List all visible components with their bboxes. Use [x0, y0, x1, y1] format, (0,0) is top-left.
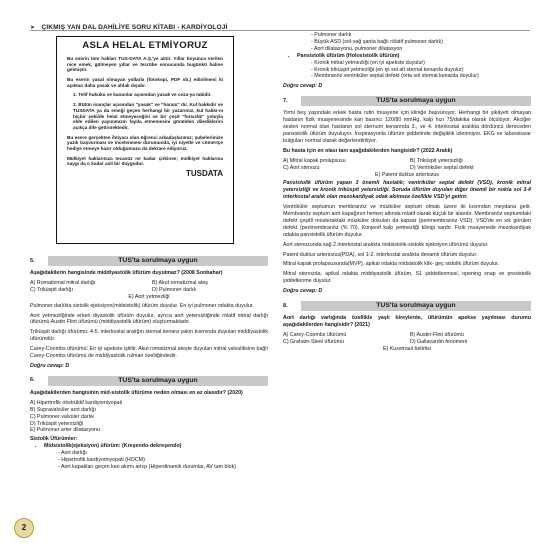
option-e[interactable]: E) Aort yetmezliği [128, 293, 170, 300]
option-e[interactable]: E) Pulmoner arter dilatasyonu [30, 427, 101, 434]
murmur-list [283, 53, 531, 81]
explanation: Pulmoner darlıkta sistolik ejeksiyon(midsistolik) üfürüm duyulur. En iyi pulmoner odakta duyulur. [30, 302, 254, 309]
option-d[interactable]: D) Ventriküler septal defekt [410, 164, 474, 171]
notice-paragraph: Bu eserin tüm hakları TUS-DATA A.Ş.'ye aittir. Yıllar boyunca verilen nice emek, gülmeyen yıllar ve tecrübe sonucunda bugünkü haline gelmiştir. [67, 55, 223, 73]
question-header [283, 301, 531, 311]
notice-paragraph: Bu esere gerçekten ihtiyacı olan öğrenci arkadaşlarımız; şubelerimize yazılı başvurması ve incelenmesi durumunda, iyi niyetle ve cömertçe hediye etmeye hazır olduğumuzu da dekrare ediyoruz. [67, 134, 223, 152]
option-c[interactable]: C) Pulmoner valvüler darlık [30, 413, 94, 420]
option-b[interactable]: B) Austin-Flint üfürümü [410, 331, 464, 338]
page-header [30, 16, 530, 31]
question-stem: Bu hasta için en olası tanı aşağıdakilerden hangisidir? (2022 Aralık) [283, 147, 453, 154]
list-item: - Membranöz ventriküler septal defekt (orta sol sternal kenarda duyulur) [311, 73, 531, 80]
page-number-badge: 2 [14, 518, 34, 538]
question-header [283, 96, 531, 106]
question-stem: Aşağıdakilerin hangisinde middiyastolik üfürüm duyulmaz? (2008 Sonbahar) [30, 270, 223, 276]
option-c[interactable]: C) Triküspit darlığı [30, 286, 73, 293]
left-column [30, 36, 268, 471]
answer-options [30, 280, 268, 301]
correct-answer: Doğru cevap: D [283, 288, 323, 295]
explanation: Mitral kapak prolapsusunda(MVP), apikal odakta midsistolik klik- geç sistolik üfürüm duyulur. [283, 261, 500, 268]
question-band: TUS'ta sorulmaya uygun [301, 96, 531, 106]
option-a[interactable]: A) Mitral kapak prolapsusu [283, 157, 346, 164]
option-c[interactable]: C) Graham-Steel üfürümü [283, 338, 344, 345]
notice-paragraph: Bu eserin yasal olmayan yollarla (fotokopi, PDF vb.) edinilmesi ki açıktan daha yasak ve ahlak dışıdır. [67, 77, 223, 88]
option-e[interactable]: E) Kussmaul belirtisi [383, 345, 431, 352]
notice-paragraph: Mülkiyet haklarınıza tecavüz ne kadar çirkinse; mülkiyet haklarına saygı da o kadar asil bir duygudur. [67, 155, 223, 167]
murmur-list [30, 443, 268, 471]
list-item: Midsistolik(ejeksiyon) üfürüm: (Kreşendo-dekreşendo) [44, 443, 182, 450]
option-d[interactable]: D) Pulmoner darlık [152, 286, 197, 293]
list-item: - Aort dilatasyonu, pulmoner dilatasyon [311, 46, 531, 53]
explanation: Aort stenozunda sağ 2.interkostal aralıkta midsistolik-sistolik ejeksiyon üfürümü duyulur. [283, 241, 489, 248]
question-number: 6. [30, 377, 35, 384]
question-band: TUS'ta sorulmaya uygun [48, 256, 268, 266]
brand-signature: TUSDATA [185, 169, 223, 179]
option-b[interactable]: B) Triküspit yetersizliği [410, 157, 463, 164]
answer-options [283, 158, 531, 179]
option-b[interactable]: B) Akut romatizmal ateş [152, 279, 208, 286]
list-item: - Kronik mitral yetmezliği (en iyi apekste duyulur) [311, 60, 531, 67]
list-item: - Hipertrofik kardiyomiyopati (HOCM) [58, 457, 268, 464]
explanation: Ventriküler septumun membranöz ve müsküler septum olmak üzere iki kısımdan meydana gelir. Membranöz septum aort kapağının hemen altında relatif olarak küçük bir alandır. Membranöz septumdaki defekt çeşitli müsteraktaki müsküler dokuları da kapsar (perimembranöz VSD). VSD'de en sık görülen defekt (perimembranöz (% 70). Konjenif kalp yetmezliği klinigi vardır. Fizik muayenede mezokardiyak odakta pansistolik üfürüm duyulur. [283, 204, 531, 238]
explanation: Pansistolik üfürüm yapan 3 önemli hastalık; ventriküler septal defekt (VSD), kronik mitral yetersizliği ve kronik triküspit yetersizliği. Soruda üfürüm duyulan diğer önemli bir nokta sol 3-4 interkostal aralık olan mezokardiyak odak akılmıza özellikle VSD'yi getirir. [283, 180, 531, 201]
list-item: - Pulmoner darlık [311, 32, 531, 39]
notice-paragraph: 1. Telif hukuku ve kanunlar açısından yasak ve ceza-ya tabidir. [73, 92, 212, 98]
header-title: ÇIKMIŞ YAN DAL DAHİLİYE SORU KİTABI - KARDİYOLOJİ [41, 24, 228, 31]
list-title: Sistolik Üfürümler: [30, 436, 78, 443]
question-number: 7. [283, 97, 288, 104]
question-number: 8. [283, 302, 288, 309]
option-d[interactable]: D) Triküspit yetersizliği [30, 420, 83, 427]
answer-options [283, 332, 531, 353]
explanation: Carey-Coombs üfürümü: En iyi apekste işitilir. Akut romatizmal ateşte duyulan mitral valvulitisine bağlı Carey-Coombs üfürümü de middiyastolik rulman özelliğindedir. [30, 346, 268, 360]
answer-options [30, 400, 268, 435]
question-stem: Aşağıdakilerden hangisinin mid-sistolik üfürüme neden olması en az olasıdır? (2020) [30, 389, 243, 396]
list-item: - Aort darlığı [58, 450, 268, 457]
option-c[interactable]: C) Aort stenozu [283, 164, 320, 171]
question-header [30, 376, 268, 386]
list-item: - Kronik triküspit yetmezliği (en iyi sol alt sternal kenarda duyulur) [311, 67, 531, 74]
correct-answer: Doğru cevap: D [30, 362, 70, 369]
explanation: Mitral stenozda, apikal odakta middiyastolik üfürüm, S1 şiddetlenmesi, opening snap ve presistolik şiddetlenme duyulur. [283, 271, 531, 285]
option-b[interactable]: B) Supravalvüler aort darlığı [30, 406, 96, 413]
option-d[interactable]: D) Gallavardin fenomeni [410, 338, 468, 345]
notice-paragraph: 2. Bütün inançlar açısından "yasak" ve "haram" dır. Kul hakkıdır ve TUSDATA ya da emeği geçen herhangi bir yazarımız, kul hakkı-nı hiçbir şekilde helal etmeyeceğini ve bir çeşit "hırsızlık" yoluyla elde edilen yayınımızın fayda etmemesini gönülden dilediklerini açıkça dile getirmektedir. [73, 102, 223, 130]
option-a[interactable]: A) Carey-Coombs üfürümü [283, 331, 347, 338]
copyright-notice-box [56, 36, 234, 244]
right-column [283, 32, 531, 355]
correct-answer: Doğru cevap: D [283, 83, 323, 90]
arrow-icon: ➤ [30, 25, 36, 31]
notice-title: ASLA HELAL ETMİYORUZ [82, 40, 208, 51]
option-a[interactable]: A) Romatizmal mitral darlığı [30, 279, 96, 286]
question-band: TUS'ta sorulmaya uygun [301, 301, 531, 311]
question-number: 5. [30, 257, 35, 264]
question-band: TUS'ta sorulmaya uygun [48, 376, 268, 386]
option-a[interactable]: A) Hipertrofik obstrüktif kardiyomiyopati [30, 399, 123, 406]
list-item: Pansistolik üfürüm (Holosistolik üfürüm) [297, 52, 400, 59]
option-e[interactable]: E) Patent duktus arteriozus [375, 171, 439, 178]
list-item: - Büyük ASD (sol-sağ şanta bağlı rölatif pulmoner darlık) [311, 39, 531, 46]
murmur-list-continued [283, 32, 531, 53]
case-text: Yirmi beş yaşındaki erkek hasta rutin muayene için kliniğe başvuruyor. Herhangi bir şikâyeti olmayan hastanın fizik muayenesinde kan basıncı 120/80 mmHg, kalp hızı 75/dakika olarak ölçülüyor. Akciğer sesleri normal olan hastanın sol sternum kenarında 3., ve 4. interkostal aralıkta dördüncü dereceden pansistolik üfürüm duyuluyor. İnspirasyonla üfürüm şiddetinde değişiklik izlenmiyor. EKG ve laboratuvar bulguları normal olarak değerlendiriliyor. [283, 110, 531, 144]
question-stem: Aort darlığı varlığında özellikle yaşlı bireylerde, üfürümün apekse yayılması durumu aşağıdakilerden hangisidir? (2021) [283, 315, 531, 328]
list-item: - Aort kapakları geçen kan akımı artışı (Hiperdinamik durumlar, AV tam blok) [58, 464, 268, 471]
explanation: Triküspit darlığı üfürümü: 4-5. interkostal aralığın sternal kenara yakın kısmında duyulan middiyastolik üfürümdür. [30, 329, 268, 343]
question-header [30, 256, 268, 266]
explanation: Aort yetmezliğinde erken diyastolik üfürüm duyulur, ayrıca aort yetersizliğinde rölatif mitral darlığı üfürümü Austin Flint üfürümü (middiyastolik üfürüm) oluşturmaktadır. [30, 312, 268, 326]
explanation: Patent duktus arteriozus(PDA), sol 1-2. interkostal aralıkta devamlı üfürüm duyulur. [283, 251, 478, 258]
